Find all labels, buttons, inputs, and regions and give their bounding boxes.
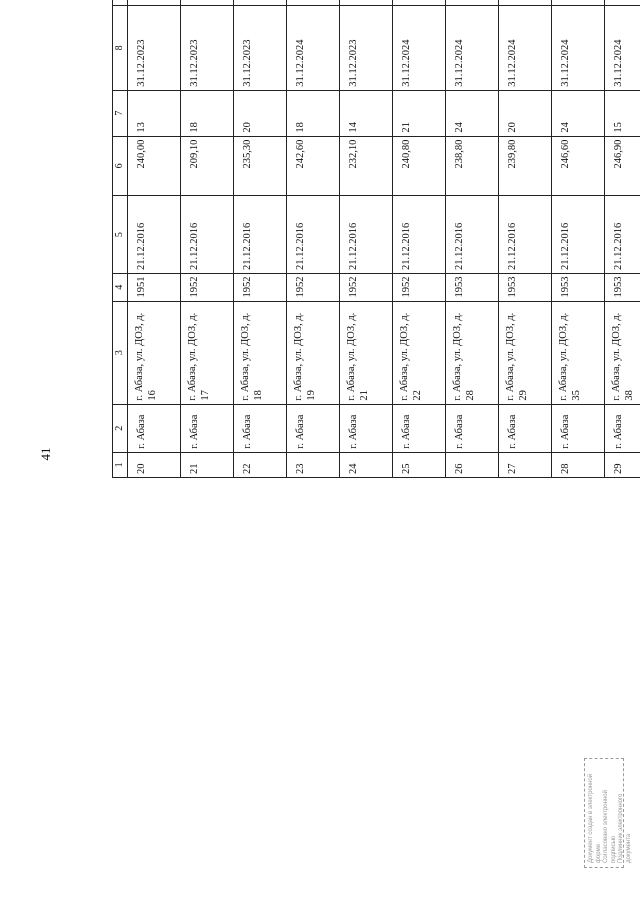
header-cell: 8 [113,5,128,90]
count-cell: 24 [552,90,605,136]
area-cell: 209,10 [181,136,234,196]
date-cell: 21.12.2016 [128,196,181,274]
value-cell [446,0,499,5]
area-cell: 240,00 [128,136,181,196]
table-row [393,0,446,478]
area-cell: 235,30 [234,136,287,196]
year-built-cell: 1953 [605,274,640,302]
date-cell: 21.12.2016 [234,196,287,274]
count-cell: 21 [393,90,446,136]
register-table [112,0,640,478]
value-cell [234,0,287,5]
row-number-cell: 26 [446,452,499,477]
date-cell: 21.12.2016 [340,196,393,274]
row-number-cell: 28 [552,452,605,477]
header-cell: 6 [113,136,128,196]
header-cell [113,0,128,5]
address-cell: г. Абаза, ул. ДОЗ, д. 19 [287,301,340,404]
table-row [234,0,287,478]
count-cell: 18 [181,90,234,136]
table-header-row [113,0,128,478]
date-cell: 21.12.2016 [552,196,605,274]
address-cell: г. Абаза, ул. ДОЗ, д. 35 [552,301,605,404]
row-number-cell: 25 [393,452,446,477]
date-cell: 21.12.2016 [499,196,552,274]
settlement-cell: г. Абаза [234,404,287,452]
header-cell: 1 [113,452,128,477]
row-number-cell: 20 [128,452,181,477]
date-cell: 31.12.2024 [287,5,340,90]
page-number: 41 [38,447,53,461]
date-cell: 31.12.2023 [181,5,234,90]
header-cell: 4 [113,274,128,302]
row-number-cell: 27 [499,452,552,477]
settlement-cell: г. Абаза [499,404,552,452]
settlement-cell: г. Абаза [605,404,640,452]
value-cell [499,0,552,5]
count-cell: 24 [446,90,499,136]
count-cell: 14 [340,90,393,136]
header-cell: 3 [113,301,128,404]
table-row [499,0,552,478]
year-built-cell: 1953 [552,274,605,302]
date-cell: 31.12.2024 [499,5,552,90]
table-row [287,0,340,478]
address-cell: г. Абаза, ул. ДОЗ, д. 22 [393,301,446,404]
table-row [446,0,499,478]
year-built-cell: 1953 [446,274,499,302]
row-number-cell: 29 [605,452,640,477]
date-cell: 21.12.2016 [393,196,446,274]
year-built-cell: 1953 [499,274,552,302]
area-cell: 238,80 [446,136,499,196]
date-cell: 31.12.2024 [552,5,605,90]
date-cell: 31.12.2024 [446,5,499,90]
year-built-cell: 1952 [393,274,446,302]
stamp-line: Документ создан в электронной форме [588,773,602,863]
date-cell: 31.12.2023 [234,5,287,90]
address-cell: г. Абаза, ул. ДОЗ, д. 21 [340,301,393,404]
date-cell: 21.12.2016 [287,196,340,274]
value-cell [128,0,181,5]
area-cell: 232,10 [340,136,393,196]
settlement-cell: г. Абаза [393,404,446,452]
area-cell: 242,60 [287,136,340,196]
value-cell [181,0,234,5]
address-cell: г. Абаза, ул. ДОЗ, д. 28 [446,301,499,404]
table-row [605,0,640,478]
table-row [552,0,605,478]
date-cell: 21.12.2016 [605,196,640,274]
area-cell: 246,60 [552,136,605,196]
address-cell: г. Абаза, ул. ДОЗ, д. 17 [181,301,234,404]
address-cell: г. Абаза, ул. ДОЗ, д. 18 [234,301,287,404]
settlement-cell: г. Абаза [181,404,234,452]
header-cell: 5 [113,196,128,274]
address-cell: г. Абаза, ул. ДОЗ, д. 38 [605,301,640,404]
date-cell: 31.12.2024 [605,5,640,90]
row-number-cell: 22 [234,452,287,477]
count-cell: 13 [128,90,181,136]
year-built-cell: 1952 [287,274,340,302]
address-cell: г. Абаза, ул. ДОЗ, д. 29 [499,301,552,404]
address-cell: г. Абаза, ул. ДОЗ, д. 16 [128,301,181,404]
row-number-cell: 24 [340,452,393,477]
value-cell [605,0,640,5]
date-cell: 31.12.2023 [128,5,181,90]
table-row [181,0,234,478]
year-built-cell: 1951 [128,274,181,302]
date-cell: 21.12.2016 [446,196,499,274]
value-cell [340,0,393,5]
table-row [128,0,181,478]
value-cell [287,0,340,5]
header-cell: 2 [113,404,128,452]
row-number-cell: 23 [287,452,340,477]
count-cell: 15 [605,90,640,136]
electronic-signature-stamp [584,758,632,868]
date-cell: 21.12.2016 [181,196,234,274]
year-built-cell: 1952 [181,274,234,302]
year-built-cell: 1952 [340,274,393,302]
area-cell: 246,90 [605,136,640,196]
count-cell: 20 [234,90,287,136]
table-row [340,0,393,478]
date-cell: 31.12.2024 [393,5,446,90]
header-cell: 7 [113,90,128,136]
settlement-cell: г. Абаза [446,404,499,452]
settlement-cell: г. Абаза [128,404,181,452]
stamp-line: Согласовано электронной подписью [603,790,617,863]
settlement-cell: г. Абаза [340,404,393,452]
settlement-cell: г. Абаза [287,404,340,452]
area-cell: 239,80 [499,136,552,196]
value-cell [393,0,446,5]
count-cell: 20 [499,90,552,136]
row-number-cell: 21 [181,452,234,477]
year-built-cell: 1952 [234,274,287,302]
value-cell [552,0,605,5]
settlement-cell: г. Абаза [552,404,605,452]
stamp-line: Подлинник электронного документа [618,793,632,863]
date-cell: 31.12.2023 [340,5,393,90]
area-cell: 240,80 [393,136,446,196]
count-cell: 18 [287,90,340,136]
